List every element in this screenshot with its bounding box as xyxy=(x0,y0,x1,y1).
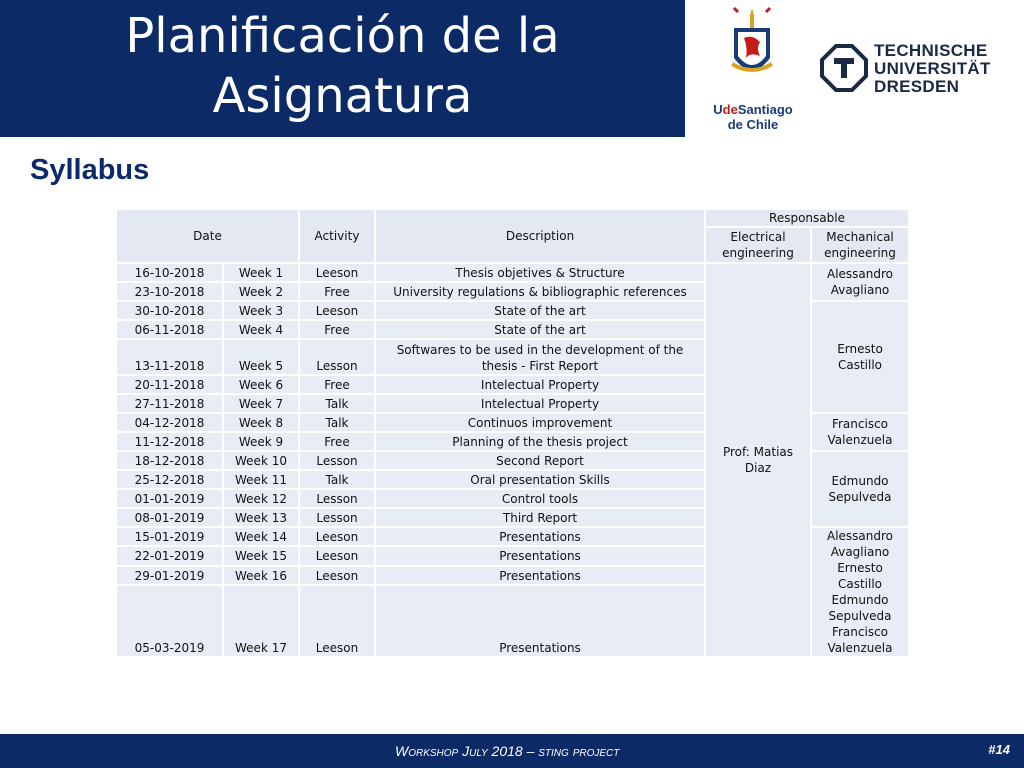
description-cell: State of the art xyxy=(375,301,705,320)
week-cell: Week 17 xyxy=(223,585,299,657)
date-cell: 18-12-2018 xyxy=(116,451,223,470)
week-cell: Week 6 xyxy=(223,375,299,394)
week-cell: Week 1 xyxy=(223,263,299,282)
responsible-name-line: Avagliano xyxy=(830,283,890,297)
description-cell: Intelectual Property xyxy=(375,375,705,394)
date-cell: 04-12-2018 xyxy=(116,413,223,432)
activity-cell: Free xyxy=(299,320,375,339)
week-cell: Week 13 xyxy=(223,508,299,527)
footer-bar xyxy=(0,734,1024,768)
responsible-name-line: Francisco xyxy=(831,625,889,639)
table-body xyxy=(116,263,909,657)
week-cell: Week 10 xyxy=(223,451,299,470)
description-cell: Oral presentation Skills xyxy=(375,470,705,489)
responsible-name-line: Valenzuela xyxy=(827,433,893,447)
title-line-2: Asignatura xyxy=(212,68,473,124)
date-cell: 13-11-2018 xyxy=(116,339,223,375)
description-cell: State of the art xyxy=(375,320,705,339)
description-cell: Presentations xyxy=(375,585,705,657)
date-cell: 08-01-2019 xyxy=(116,508,223,527)
header-description: Description xyxy=(375,209,705,263)
date-cell: 22-01-2019 xyxy=(116,546,223,565)
activity-cell: Leeson xyxy=(299,585,375,657)
date-cell: 06-11-2018 xyxy=(116,320,223,339)
week-cell: Week 12 xyxy=(223,489,299,508)
mechanical-responsible xyxy=(811,451,909,527)
responsible-name-line: Sepulveda xyxy=(828,490,892,504)
date-cell: 29-01-2019 xyxy=(116,566,223,585)
week-cell: Week 2 xyxy=(223,282,299,301)
responsible-name-line: Francisco xyxy=(831,417,889,431)
date-cell: 23-10-2018 xyxy=(116,282,223,301)
activity-cell: Free xyxy=(299,432,375,451)
page-number: #14 xyxy=(988,742,1010,757)
tud-emblem-icon xyxy=(820,44,868,92)
usach-crest-icon xyxy=(728,6,776,84)
syllabus-table xyxy=(115,208,910,658)
mechanical-responsible xyxy=(811,263,909,301)
week-cell: Week 14 xyxy=(223,527,299,546)
slide-title xyxy=(0,6,685,126)
responsible-name-line: Alessandro xyxy=(826,267,894,281)
activity-cell: Leeson xyxy=(299,527,375,546)
description-cell: Planning of the thesis project xyxy=(375,432,705,451)
header-responsable: Responsable xyxy=(705,209,909,227)
responsible-name-line: Edmundo xyxy=(831,593,889,607)
activity-cell: Talk xyxy=(299,413,375,432)
electrical-responsible: Prof: Matias Diaz xyxy=(705,263,811,657)
description-cell: Control tools xyxy=(375,489,705,508)
responsible-name-line: Ernesto Castillo xyxy=(837,342,883,372)
usach-logo xyxy=(708,2,798,134)
description-cell: Presentations xyxy=(375,546,705,565)
activity-cell: Leeson xyxy=(299,566,375,585)
week-cell: Week 11 xyxy=(223,470,299,489)
activity-cell: Leeson xyxy=(299,301,375,320)
table-row xyxy=(116,263,909,282)
tud-line-1: TECHNISCHE xyxy=(874,41,988,60)
description-cell: University regulations & bibliographic references xyxy=(375,282,705,301)
activity-cell: Leeson xyxy=(299,263,375,282)
activity-cell: Lesson xyxy=(299,451,375,470)
activity-cell: Leeson xyxy=(299,546,375,565)
mechanical-responsible xyxy=(811,527,909,657)
description-cell: Softwares to be used in the development of the thesis - First Report xyxy=(375,339,705,375)
header-date: Date xyxy=(116,209,299,263)
description-cell: Second Report xyxy=(375,451,705,470)
activity-cell: Lesson xyxy=(299,489,375,508)
date-cell: 25-12-2018 xyxy=(116,470,223,489)
title-line-1: Planificación de la xyxy=(125,8,560,64)
responsible-name-line: Edmundo xyxy=(831,474,889,488)
date-cell: 05-03-2019 xyxy=(116,585,223,657)
usach-wordmark: UdeSantiago de Chile xyxy=(713,102,793,132)
week-cell: Week 7 xyxy=(223,394,299,413)
description-cell: Intelectual Property xyxy=(375,394,705,413)
footer-text: Workshop July 2018 – sting project xyxy=(395,743,620,759)
activity-cell: Lesson xyxy=(299,339,375,375)
date-cell: 01-01-2019 xyxy=(116,489,223,508)
date-cell: 15-01-2019 xyxy=(116,527,223,546)
title-banner xyxy=(0,0,685,137)
week-cell: Week 16 xyxy=(223,566,299,585)
mechanical-responsible xyxy=(811,301,909,413)
week-cell: Week 15 xyxy=(223,546,299,565)
date-cell: 16-10-2018 xyxy=(116,263,223,282)
header-activity: Activity xyxy=(299,209,375,263)
description-cell: Presentations xyxy=(375,527,705,546)
activity-cell: Lesson xyxy=(299,508,375,527)
week-cell: Week 4 xyxy=(223,320,299,339)
tud-line-3: DRESDEN xyxy=(874,77,960,96)
week-cell: Week 9 xyxy=(223,432,299,451)
responsible-name-line: Valenzuela xyxy=(827,641,893,655)
mechanical-responsible xyxy=(811,413,909,451)
week-cell: Week 3 xyxy=(223,301,299,320)
date-cell: 30-10-2018 xyxy=(116,301,223,320)
activity-cell: Free xyxy=(299,282,375,301)
responsible-name-line: Sepulveda xyxy=(828,609,892,623)
week-cell: Week 5 xyxy=(223,339,299,375)
date-cell: 27-11-2018 xyxy=(116,394,223,413)
date-cell: 11-12-2018 xyxy=(116,432,223,451)
header-row xyxy=(116,209,909,227)
activity-cell: Free xyxy=(299,375,375,394)
activity-cell: Talk xyxy=(299,394,375,413)
tud-line-2: UNIVERSITÄT xyxy=(874,59,991,78)
week-cell: Week 8 xyxy=(223,413,299,432)
responsible-name-line: Avagliano xyxy=(830,545,890,559)
header-electrical: Electrical engineering xyxy=(705,227,811,263)
description-cell: Presentations xyxy=(375,566,705,585)
tud-logo xyxy=(818,40,998,96)
responsible-name-line: Alessandro xyxy=(826,529,894,543)
description-cell: Third Report xyxy=(375,508,705,527)
description-cell: Thesis objetives & Structure xyxy=(375,263,705,282)
activity-cell: Talk xyxy=(299,470,375,489)
description-cell: Continuos improvement xyxy=(375,413,705,432)
tud-wordmark xyxy=(874,42,991,96)
section-heading: Syllabus xyxy=(30,154,150,186)
responsible-name-line: Ernesto Castillo xyxy=(837,561,883,591)
header-mechanical: Mechanical engineering xyxy=(811,227,909,263)
date-cell: 20-11-2018 xyxy=(116,375,223,394)
